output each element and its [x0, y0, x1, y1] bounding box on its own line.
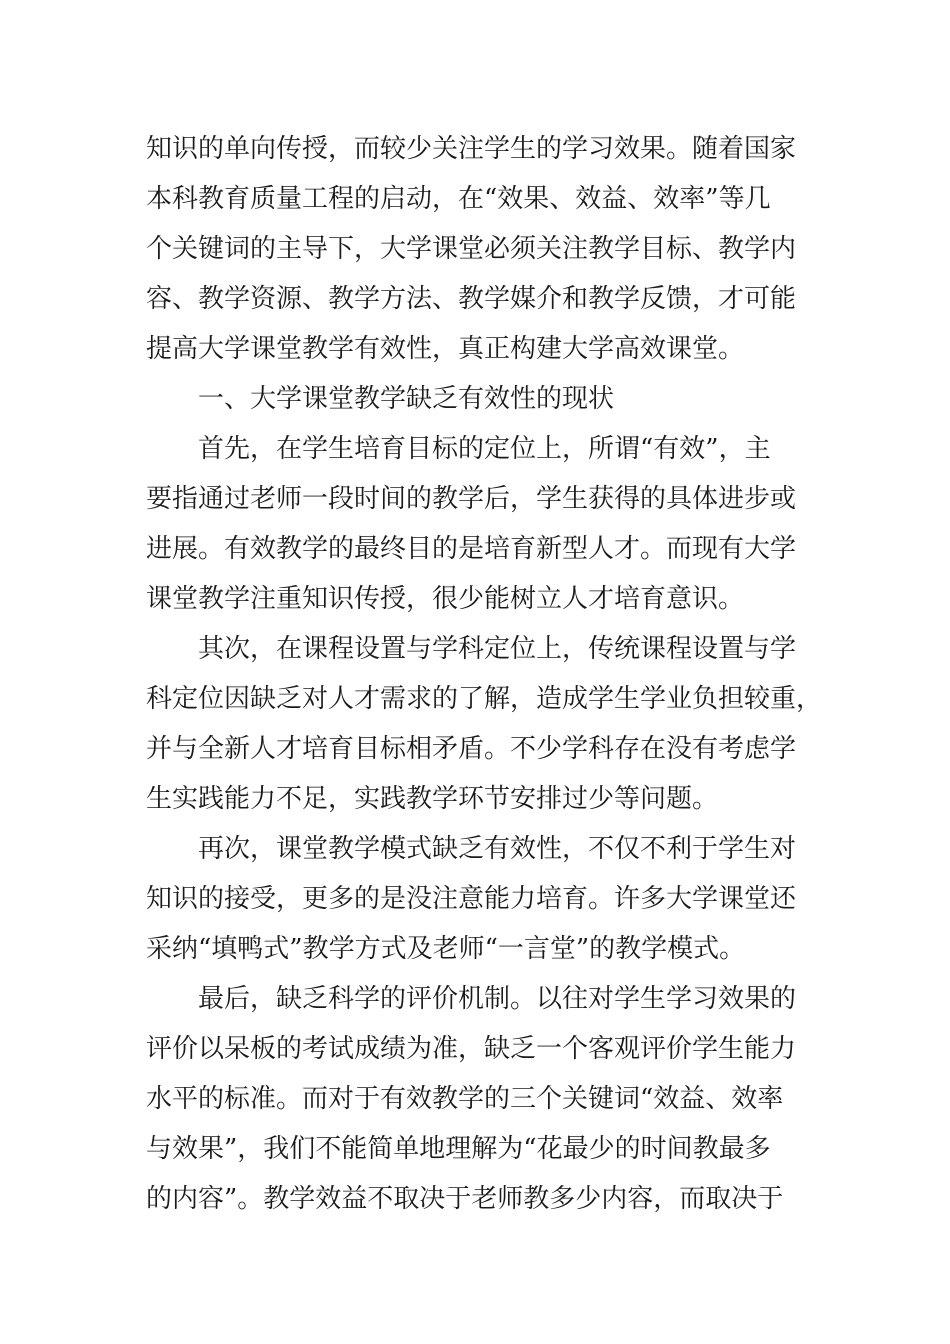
text-line: 提高大学课堂教学有效性，真正构建大学高效课堂。: [146, 334, 745, 364]
text-line: 并与全新人才培育目标相矛盾。不少学科存在没有考虑学: [146, 734, 797, 764]
text-line: 本科教育质量工程的启动，在“效果、效益、效率”等几: [146, 184, 771, 214]
section-heading: 一、大学课堂教学缺乏有效性的现状: [198, 384, 615, 414]
text-line: 要指通过老师一段时间的教学后，学生获得的具体进步或: [146, 484, 797, 514]
text-line: 再次，课堂教学模式缺乏有效性，不仅不利于学生对: [198, 834, 797, 864]
text-line: 知识的单向传授，而较少关注学生的学习效果。随着国家: [146, 134, 797, 164]
text-line: 采纳“填鸭式”教学方式及老师“一言堂”的教学模式。: [146, 934, 746, 964]
text-line: 其次，在课程设置与学科定位上，传统课程设置与学: [198, 634, 797, 664]
text-line: 最后，缺乏科学的评价机制。以往对学生学习效果的: [198, 984, 797, 1014]
text-line: 知识的接受，更多的是没注意能力培育。许多大学课堂还: [146, 884, 797, 914]
text-line: 生实践能力不足，实践教学环节安排过少等问题。: [146, 784, 719, 814]
text-line: 与效果”，我们不能简单地理解为“花最少的时间教最多: [146, 1134, 771, 1164]
text-line: 进展。有效教学的最终目的是培育新型人才。而现有大学: [146, 534, 797, 564]
text-line: 容、教学资源、教学方法、教学媒介和教学反馈，才可能: [146, 284, 797, 314]
text-line: 首先，在学生培育目标的定位上，所谓“有效”，主: [198, 434, 771, 464]
text-line: 评价以呆板的考试成绩为准，缺乏一个客观评价学生能力: [146, 1034, 797, 1064]
text-line: 个关键词的主导下，大学课堂必须关注教学目标、教学内: [146, 234, 797, 264]
body-text: [146, 124, 823, 1224]
text-line: 水平的标准。而对于有效教学的三个关键词“效益、效率: [146, 1084, 784, 1114]
text-line: 的内容”。教学效益不取决于老师教多少内容，而取决于: [146, 1184, 784, 1214]
text-line: 课堂教学注重知识传授，很少能树立人才培育意识。: [146, 584, 745, 614]
text-line: 科定位因缺乏对人才需求的了解，造成学生学业负担较重，: [146, 684, 823, 714]
